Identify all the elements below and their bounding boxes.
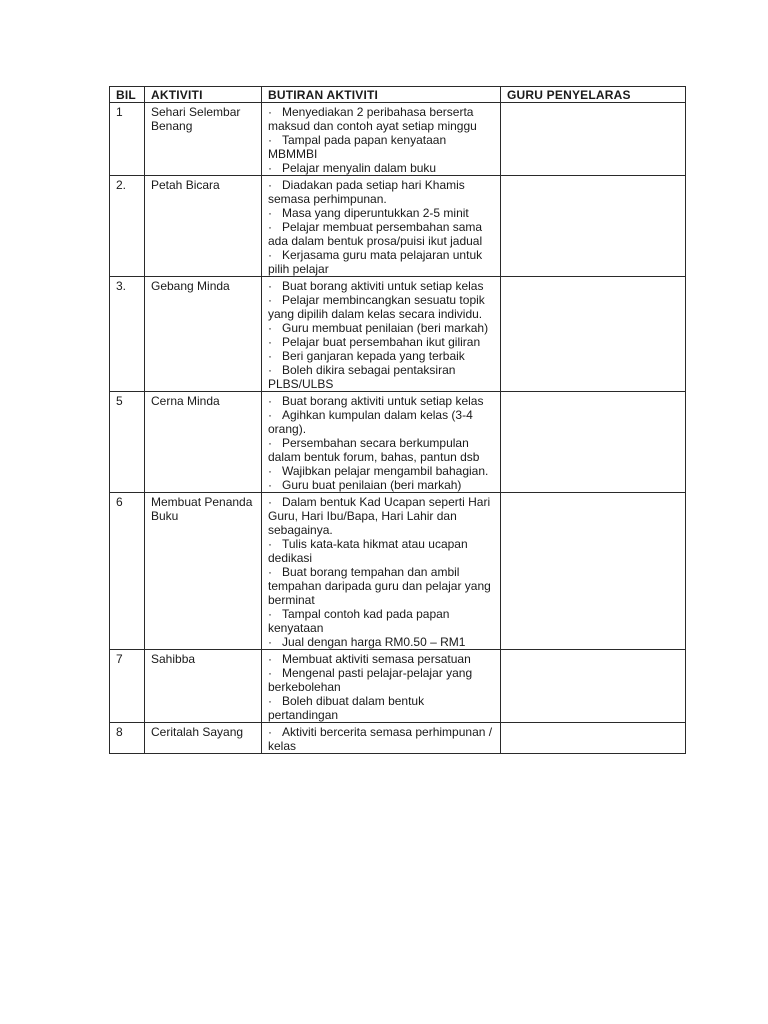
table-row xyxy=(110,103,686,176)
detail-item xyxy=(268,178,497,206)
cell-guru-penyelaras xyxy=(501,493,686,650)
detail-item xyxy=(268,495,497,537)
table-row xyxy=(110,723,686,754)
header-butiran-aktiviti: BUTIRAN AKTIVITI xyxy=(262,87,501,103)
bullet-icon: · xyxy=(268,220,272,234)
row-number: 2. xyxy=(116,178,127,192)
detail-text: Masa yang diperuntukkan 2-5 minit xyxy=(282,206,469,220)
detail-item xyxy=(268,349,497,363)
cell-butiran-aktiviti xyxy=(262,493,501,650)
activity-name: Sahibba xyxy=(151,652,196,666)
detail-item xyxy=(268,105,497,133)
cell-bil xyxy=(110,650,145,723)
cell-bil xyxy=(110,176,145,277)
detail-item xyxy=(268,436,497,464)
detail-item xyxy=(268,537,497,565)
detail-item xyxy=(268,161,497,175)
row-number: 5 xyxy=(116,394,123,408)
detail-text: Beri ganjaran kepada yang terbaik xyxy=(282,349,465,363)
bullet-icon: · xyxy=(268,161,272,175)
header-guru-penyelaras: GURU PENYELARAS xyxy=(501,87,686,103)
activity-name: Ceritalah Sayang xyxy=(151,725,244,739)
bullet-icon: · xyxy=(268,607,272,621)
detail-text: Jual dengan harga RM0.50 – RM1 xyxy=(282,635,466,649)
detail-text: Mengenal pasti pelajar-pelajar yang berkebolehan xyxy=(268,666,473,694)
detail-text: Pelajar buat persembahan ikut giliran xyxy=(282,335,481,349)
detail-item xyxy=(268,248,497,276)
row-number: 7 xyxy=(116,652,123,666)
detail-item xyxy=(268,206,497,220)
detail-text: Membuat aktiviti semasa persatuan xyxy=(282,652,471,666)
cell-guru-penyelaras xyxy=(501,103,686,176)
detail-item xyxy=(268,408,497,436)
detail-text: Buat borang aktiviti untuk setiap kelas xyxy=(282,279,484,293)
table-row xyxy=(110,176,686,277)
header-aktiviti: AKTIVITI xyxy=(145,87,262,103)
cell-guru-penyelaras xyxy=(501,650,686,723)
cell-aktiviti xyxy=(145,392,262,493)
cell-aktiviti xyxy=(145,493,262,650)
bullet-icon: · xyxy=(268,133,272,147)
cell-bil xyxy=(110,277,145,392)
bullet-icon: · xyxy=(268,725,272,739)
activity-name: Petah Bicara xyxy=(151,178,220,192)
detail-text: Guru buat penilaian (beri markah) xyxy=(282,478,462,492)
detail-item xyxy=(268,565,497,607)
cell-guru-penyelaras xyxy=(501,176,686,277)
bullet-icon: · xyxy=(268,335,272,349)
cell-guru-penyelaras xyxy=(501,277,686,392)
table-row xyxy=(110,493,686,650)
detail-text: Pelajar menyalin dalam buku xyxy=(282,161,437,175)
bullet-icon: · xyxy=(268,666,272,680)
detail-item xyxy=(268,279,497,293)
detail-item xyxy=(268,725,497,753)
detail-text: Agihkan kumpulan dalam kelas (3-4 orang). xyxy=(268,408,473,436)
detail-text: Aktiviti bercerita semasa perhimpunan / kelas xyxy=(268,725,493,753)
bullet-icon: · xyxy=(268,279,272,293)
table-body xyxy=(110,103,686,754)
detail-text: Tampal pada papan kenyataan MBMMBI xyxy=(268,133,447,161)
detail-text: Dalam bentuk Kad Ucapan seperti Hari Guru, Hari Ibu/Bapa, Hari Lahir dan sebagainya. xyxy=(268,495,491,537)
activity-table xyxy=(109,86,686,754)
detail-item xyxy=(268,293,497,321)
detail-item xyxy=(268,478,497,492)
cell-bil xyxy=(110,392,145,493)
cell-aktiviti xyxy=(145,176,262,277)
activity-name: Gebang Minda xyxy=(151,279,230,293)
cell-butiran-aktiviti xyxy=(262,103,501,176)
cell-bil xyxy=(110,493,145,650)
bullet-icon: · xyxy=(268,694,272,708)
bullet-icon: · xyxy=(268,537,272,551)
cell-guru-penyelaras xyxy=(501,392,686,493)
bullet-icon: · xyxy=(268,652,272,666)
bullet-icon: · xyxy=(268,363,272,377)
detail-item xyxy=(268,652,497,666)
detail-text: Kerjasama guru mata pelajaran untuk pilih pelajar xyxy=(268,248,483,276)
detail-item xyxy=(268,394,497,408)
detail-item xyxy=(268,464,497,478)
row-number: 6 xyxy=(116,495,123,509)
detail-text: Wajibkan pelajar mengambil bahagian. xyxy=(282,464,489,478)
bullet-icon: · xyxy=(268,464,272,478)
row-number: 3. xyxy=(116,279,127,293)
bullet-icon: · xyxy=(268,293,272,307)
bullet-icon: · xyxy=(268,478,272,492)
detail-text: Pelajar membincangkan sesuatu topik yang dipilih dalam kelas secara individu. xyxy=(268,293,485,321)
cell-butiran-aktiviti xyxy=(262,650,501,723)
detail-text: Buat borang tempahan dan ambil tempahan daripada guru dan pelajar yang berminat xyxy=(268,565,491,607)
detail-item xyxy=(268,335,497,349)
detail-item xyxy=(268,607,497,635)
detail-text: Guru membuat penilaian (beri markah) xyxy=(282,321,489,335)
bullet-icon: · xyxy=(268,565,272,579)
cell-aktiviti xyxy=(145,650,262,723)
cell-butiran-aktiviti xyxy=(262,277,501,392)
cell-butiran-aktiviti xyxy=(262,176,501,277)
detail-item xyxy=(268,635,497,649)
detail-text: Persembahan secara berkumpulan dalam bentuk forum, bahas, pantun dsb xyxy=(268,436,480,464)
cell-aktiviti xyxy=(145,103,262,176)
bullet-icon: · xyxy=(268,206,272,220)
bullet-icon: · xyxy=(268,436,272,450)
table-header-row xyxy=(110,87,686,103)
bullet-icon: · xyxy=(268,105,272,119)
cell-aktiviti xyxy=(145,277,262,392)
detail-text: Menyediakan 2 peribahasa berserta maksud dan contoh ayat setiap minggu xyxy=(268,105,477,133)
detail-item xyxy=(268,363,497,391)
activity-name: Cerna Minda xyxy=(151,394,220,408)
table-row xyxy=(110,650,686,723)
cell-bil xyxy=(110,103,145,176)
detail-item xyxy=(268,321,497,335)
bullet-icon: · xyxy=(268,408,272,422)
detail-text: Diadakan pada setiap hari Khamis semasa perhimpunan. xyxy=(268,178,465,206)
cell-guru-penyelaras xyxy=(501,723,686,754)
activity-name: Membuat Penanda Buku xyxy=(151,495,253,523)
bullet-icon: · xyxy=(268,321,272,335)
cell-butiran-aktiviti xyxy=(262,723,501,754)
table-row xyxy=(110,392,686,493)
bullet-icon: · xyxy=(268,394,272,408)
detail-item xyxy=(268,666,497,694)
detail-text: Pelajar membuat persembahan sama ada dalam bentuk prosa/puisi ikut jadual xyxy=(268,220,483,248)
bullet-icon: · xyxy=(268,178,272,192)
detail-item xyxy=(268,694,497,722)
header-bil: BIL xyxy=(110,87,145,103)
detail-item xyxy=(268,133,497,161)
row-number: 8 xyxy=(116,725,123,739)
detail-text: Tulis kata-kata hikmat atau ucapan dedikasi xyxy=(268,537,468,565)
detail-text: Tampal contoh kad pada papan kenyataan xyxy=(268,607,450,635)
detail-text: Buat borang aktiviti untuk setiap kelas xyxy=(282,394,484,408)
bullet-icon: · xyxy=(268,349,272,363)
table-row xyxy=(110,277,686,392)
cell-aktiviti xyxy=(145,723,262,754)
detail-item xyxy=(268,220,497,248)
bullet-icon: · xyxy=(268,635,272,649)
cell-bil xyxy=(110,723,145,754)
cell-butiran-aktiviti xyxy=(262,392,501,493)
activity-name: Sehari Selembar Benang xyxy=(151,105,241,133)
row-number: 1 xyxy=(116,105,123,119)
detail-text: Boleh dibuat dalam bentuk pertandingan xyxy=(268,694,425,722)
detail-text: Boleh dikira sebagai pentaksiran PLBS/ULBS xyxy=(268,363,456,391)
bullet-icon: · xyxy=(268,248,272,262)
bullet-icon: · xyxy=(268,495,272,509)
